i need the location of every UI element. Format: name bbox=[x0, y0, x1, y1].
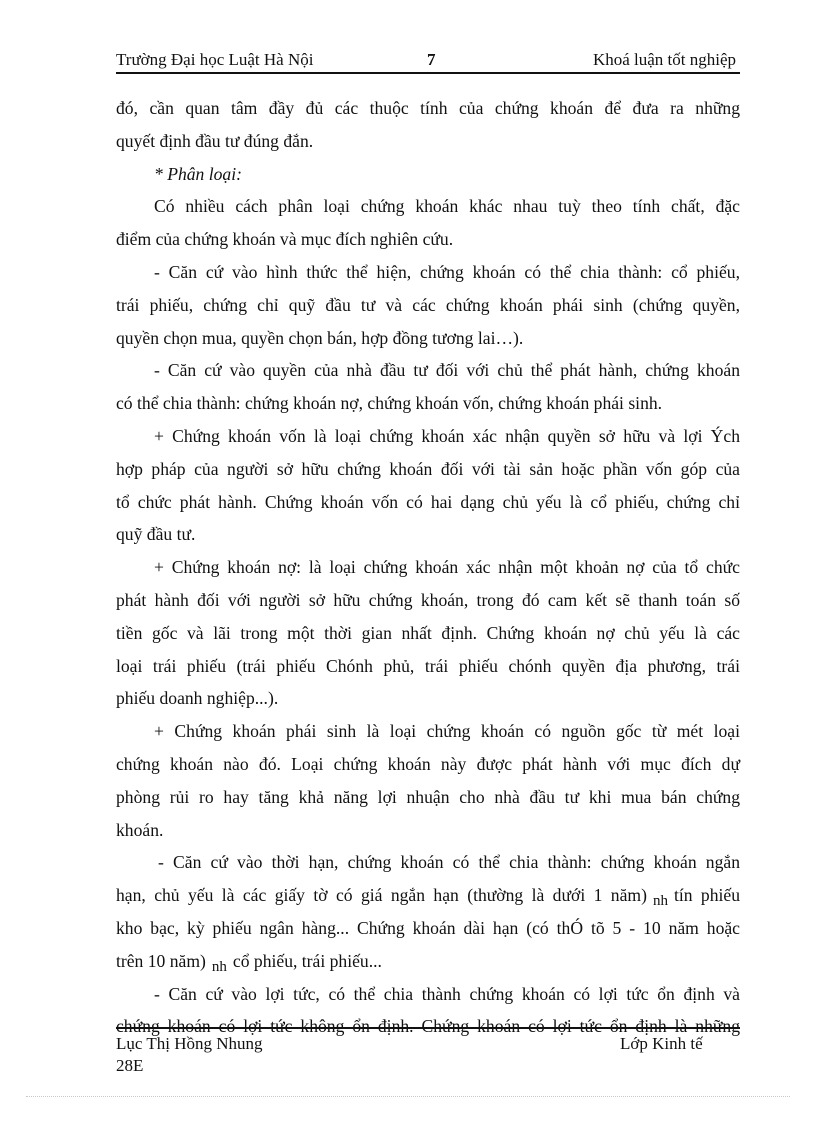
text-line: quỹ đầu tư. bbox=[116, 524, 196, 545]
text-line: + Chứng khoán nợ: là loại chứng khoán xác nhận một khoản nợ của tổ chức bbox=[154, 557, 740, 578]
text-line: tiền gốc và lãi trong một thời gian nhất định. Chứng khoán nợ chủ yếu là các bbox=[116, 622, 740, 643]
footer-class-continued: 28E bbox=[116, 1056, 144, 1075]
text-line: + Chứng khoán vốn là loại chứng khoán xác nhận quyền sở hữu và lợi Ých bbox=[154, 425, 740, 446]
text-line: phát hành đối với người sở hữu chứng khoán, trong đó cam kết sẽ thanh toán số bbox=[116, 589, 740, 610]
page-edge-divider bbox=[26, 1096, 790, 1097]
header-thesis-title: Khoá luận tốt nghiệp bbox=[592, 50, 736, 69]
text-line: kho bạc, kỳ phiếu ngân hàng... Chứng khoán dài hạn (có thÓ tõ 5 - 10 năm hoặc bbox=[116, 917, 740, 938]
text-line: khoán. bbox=[116, 819, 164, 840]
text-line: quyết định đầu tư đúng đắn. bbox=[116, 130, 314, 151]
text-line: hợp pháp của người sở hữu chứng khoán đối với tài sản hoặc phần vốn góp của bbox=[116, 458, 740, 479]
section-heading: * Phân loại: bbox=[154, 163, 242, 184]
text-line: chứng khoán nào đó. Loại chứng khoán này được phát hành với mục đích dự bbox=[116, 753, 740, 774]
text-line: - Căn cứ vào lợi tức, có thể chia thành chứng khoán có lợi tức ổn định và bbox=[154, 983, 740, 1004]
text-line: phòng rủi ro hay tăng khả năng lợi nhuận cho nhà đầu tư khi mua bán chứng bbox=[116, 786, 740, 807]
page-number: 7 bbox=[427, 50, 436, 69]
text-line: có thể chia thành: chứng khoán nợ, chứng khoán vốn, chứng khoán phái sinh. bbox=[116, 393, 663, 414]
footer-class: Lớp Kinh tế bbox=[620, 1034, 703, 1053]
text-line: + Chứng khoán phái sinh là loại chứng khoán có nguồn gốc từ mét loại bbox=[154, 721, 740, 742]
text-line: Có nhiều cách phân loại chứng khoán khác nhau tuỳ theo tính chất, đặc bbox=[154, 196, 740, 217]
page-header bbox=[116, 48, 740, 74]
body-text bbox=[116, 92, 740, 1043]
text-line: trên 10 năm) nh cổ phiếu, trái phiếu... bbox=[116, 950, 382, 975]
footer-author: Lục Thị Hồng Nhung bbox=[116, 1034, 263, 1053]
text-line: quyền chọn mua, quyền chọn bán, hợp đồng tương lai…). bbox=[116, 327, 524, 348]
footer-rule bbox=[116, 1027, 740, 1029]
text-line: - Căn cứ vào quyền của nhà đầu tư đối với chủ thể phát hành, chứng khoán bbox=[154, 360, 740, 381]
text-line: - Căn cứ vào hình thức thể hiện, chứng khoán có thể chia thành: cổ phiếu, bbox=[154, 261, 740, 282]
text-line: tổ chức phát hành. Chứng khoán vốn có hai dạng chủ yếu là cổ phiếu, chứng chỉ bbox=[116, 491, 740, 512]
text-line: phiếu doanh nghiệp...). bbox=[116, 688, 279, 709]
header-school: Trường Đại học Luật Hà Nội bbox=[116, 50, 314, 69]
text-line: hạn, chủ yếu là các giấy tờ có giá ngắn hạn (thường là dưới 1 năm) nh tín phiếu bbox=[116, 885, 740, 910]
text-line: chứng khoán có lợi tức không ổn định. Chứng khoán có lợi tức ổn định là những bbox=[116, 1016, 740, 1037]
text-line: - Căn cứ vào thời hạn, chứng khoán có thể chia thành: chứng khoán ngắn bbox=[158, 852, 740, 873]
text-line: trái phiếu, chứng chỉ quỹ đầu tư và các chứng khoán phái sinh (chứng quyền, bbox=[116, 294, 740, 315]
text-line: đó, cần quan tâm đầy đủ các thuộc tính của chứng khoán để đưa ra những bbox=[116, 98, 740, 118]
text-line: điểm của chứng khoán và mục đích nghiên cứu. bbox=[116, 229, 454, 250]
text-line: loại trái phiếu (trái phiếu Chónh phủ, trái phiếu chónh quyền địa phương, trái bbox=[116, 655, 740, 676]
